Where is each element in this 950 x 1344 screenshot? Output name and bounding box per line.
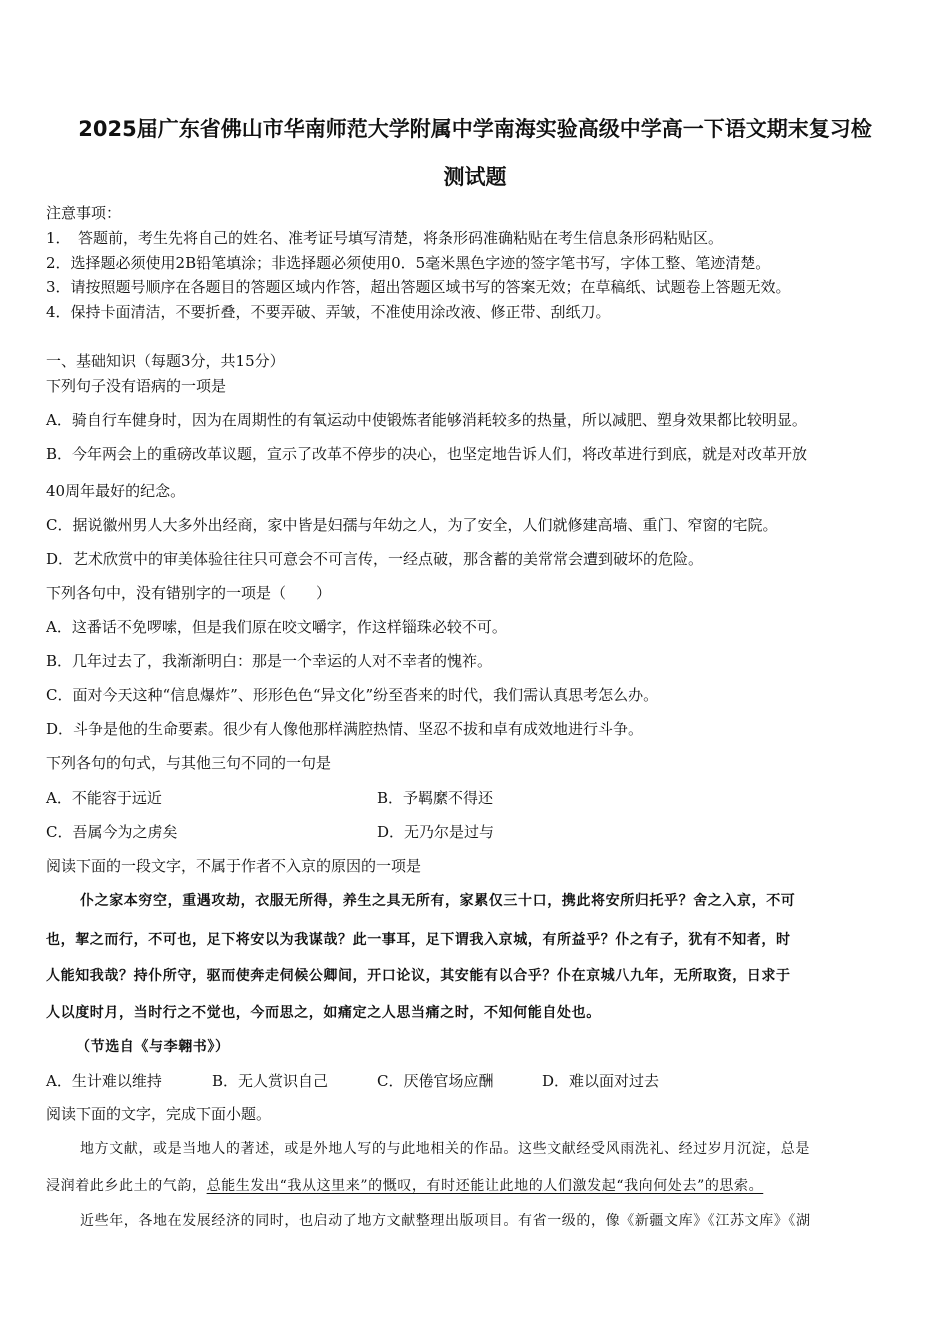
q2-option-d: D．斗争是他的生命要素。很少有人像他那样满腔热情、坚忍不拔和卓有成效地进行斗争。 [46, 720, 644, 738]
reading-p1-line2 [46, 1176, 763, 1196]
section-heading: 一、基础知识（每题3分，共15分） [46, 352, 285, 370]
page-title-line-1: 2025届广东省佛山市华南师范大学附属中学南海实验高级中学高一下语文期末复习检 [78, 117, 872, 141]
q4-option-b: B．无人赏识自己 [212, 1072, 329, 1090]
q2-stem: 下列各句中，没有错别字的一项是（ ） [46, 584, 332, 602]
reading-p1-underlined-sentence: 总能生发出“我从这里来”的慨叹，有时还能让此地的人们激发起“我向何处去”的思索。 [206, 1178, 764, 1194]
reading-p1-line1: 地方文献，或是当地人的著述，或是外地人写的与此地相关的作品。这些文献经受风雨洗礼、经过岁月沉淀，总是 [80, 1141, 810, 1157]
q1-option-a: A．骑自行车健身时，因为在周期性的有氧运动中使锻炼者能够消耗较多的热量，所以减肥、塑身效果都比较明显。 [46, 411, 807, 429]
q2-option-c: C．面对今天这种“信息爆炸”、形形色色“异文化”纷至沓来的时代，我们需认真思考怎么办。 [46, 686, 659, 704]
q4-passage-line-3: 人能知我哉？持仆所守，驱而使奔走伺候公卿间，开口论议，其安能有以合乎？仆在京城八九年，无所取资，日求于 [46, 968, 791, 984]
q2-option-b: B．几年过去了，我渐渐明白：那是一个幸运的人对不幸者的愧祚。 [46, 652, 493, 670]
notice-item-4: 4．保持卡面清洁，不要折叠，不要弄破、弄皱，不准使用涂改液、修正带、刮纸刀。 [46, 303, 611, 321]
q4-option-c: C．厌倦官场应酬 [377, 1072, 494, 1090]
q1-option-b-line2: 40周年最好的纪念。 [46, 482, 186, 500]
q1-option-c: C．据说徽州男人大多外出经商，家中皆是妇孺与年幼之人，为了安全，人们就修建高墙、重门、窄窗的宅院。 [46, 516, 778, 534]
q4-passage-source: （节选自《与李翱书》） [76, 1039, 230, 1055]
notice-item-2: 2．选择题必须使用2B铅笔填涂；非选择题必须使用0．5毫米黑色字迹的签字笔书写，字体工整、笔迹清楚。 [46, 254, 771, 272]
reading-intro: 阅读下面的文字，完成下面小题。 [46, 1105, 272, 1123]
q4-passage-line-4: 人以度时月，当时行之不觉也，今而思之，如痛定之人思当痛之时，不知何能自处也。 [46, 1005, 601, 1021]
reading-p2-line1: 近些年，各地在发展经济的同时，也启动了地方文献整理出版项目。有省一级的，像《新疆文库》《江苏文库》《湖 [80, 1213, 811, 1229]
q3-stem: 下列各句的句式，与其他三句不同的一句是 [46, 754, 332, 772]
reading-p1-line2-plain: 浸润着此乡此土的气韵， [46, 1178, 207, 1194]
q3-option-a: A．不能容于远近 [46, 789, 162, 807]
q3-option-b: B．予羁縻不得还 [377, 789, 494, 807]
q4-passage-line-1: 仆之家本穷空，重遇攻劫，衣服无所得，养生之具无所有，家累仅三十口，携此将安所归托乎？舍之入京，不可 [80, 893, 796, 909]
q4-stem: 阅读下面的一段文字，不属于作者不入京的原因的一项是 [46, 857, 422, 875]
page-title-line-2: 测试题 [443, 165, 507, 189]
q1-option-b-line1: B．今年两会上的重磅改革议题，宣示了改革不停步的决心，也坚定地告诉人们，将改革进行到底，就是对改革开放 [46, 445, 808, 463]
q1-option-d: D．艺术欣赏中的审美体验往往只可意会不可言传，一经点破，那含蓄的美常常会遭到破坏的危险。 [46, 550, 704, 568]
q4-option-a: A．生计难以维持 [46, 1072, 162, 1090]
notice-item-1: 1． 答题前，考生先将自己的姓名、准考证号填写清楚，将条形码准确粘贴在考生信息条形码粘贴区。 [46, 229, 724, 247]
notice-item-3: 3．请按照题号顺序在各题目的答题区域内作答，超出答题区域书写的答案无效；在草稿纸、试题卷上答题无效。 [46, 278, 791, 296]
q1-stem: 下列句子没有语病的一项是 [46, 377, 227, 395]
q4-option-d: D．难以面对过去 [542, 1072, 660, 1090]
q3-option-d: D．无乃尔是过与 [377, 823, 495, 841]
q4-passage-line-2: 也，挈之而行，不可也，足下将安以为我谋哉？此一事耳，足下谓我入京城，有所益乎？仆之有子，犹有不知者，时 [46, 932, 791, 948]
q3-option-c: C．吾属今为之虏矣 [46, 823, 178, 841]
notice-heading: 注意事项： [46, 204, 122, 222]
q2-option-a: A．这番话不免啰嗦，但是我们原在咬文嚼字，作这样锱珠必较不可。 [46, 618, 507, 636]
